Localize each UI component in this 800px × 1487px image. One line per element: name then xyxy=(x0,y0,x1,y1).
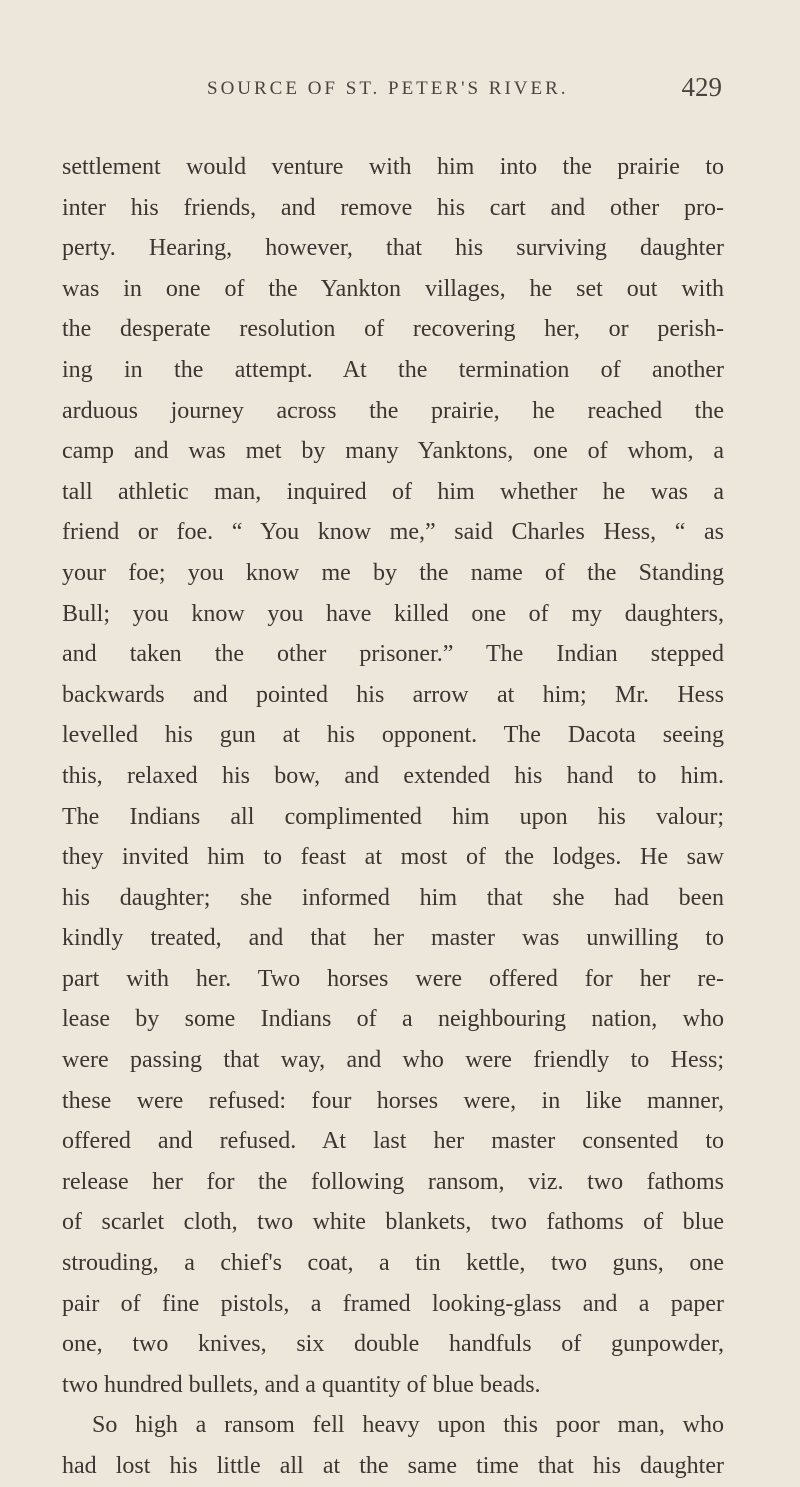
running-title: SOURCE OF ST. PETER'S RIVER. xyxy=(207,78,569,99)
text-line: camp and was met by many Yanktons, one of whom, a xyxy=(62,438,724,465)
text-line: release her for the following ransom, viz. two fathoms xyxy=(62,1168,724,1195)
text-line: these were refused: four horses were, in like manner, xyxy=(62,1087,724,1114)
text-line: your foe; you know me by the name of the Standing xyxy=(62,559,724,586)
text-line: lease by some Indians of a neighbouring nation, who xyxy=(62,1006,724,1033)
text-line: two hundred bullets, and a quantity of blue beads. xyxy=(62,1371,541,1398)
text-line: inter his friends, and remove his cart and other pro- xyxy=(62,194,724,221)
text-line: the desperate resolution of recovering her, or perish- xyxy=(62,316,724,343)
text-line: were passing that way, and who were friendly to Hess; xyxy=(62,1047,724,1074)
running-head xyxy=(62,72,722,112)
text-line: part with her. Two horses were offered for her re- xyxy=(62,965,724,992)
text-line: kindly treated, and that her master was unwilling to xyxy=(62,925,724,952)
text-line: The Indians all complimented him upon his valour; xyxy=(62,803,724,830)
text-line: Bull; you know you have killed one of my daughters, xyxy=(62,600,724,627)
text-line: had lost his little all at the same time that his daughter xyxy=(62,1453,724,1479)
text-line: pair of fine pistols, a framed looking-glass and a paper xyxy=(62,1290,724,1317)
text-line: was in one of the Yankton villages, he set out with xyxy=(62,275,724,302)
text-line: levelled his gun at his opponent. The Dacota seeing xyxy=(62,722,724,749)
text-line: backwards and pointed his arrow at him; Mr. Hess xyxy=(62,681,724,708)
text-line: and taken the other prisoner.” The Indian stepped xyxy=(62,641,724,668)
text-line: one, two knives, six double handfuls of gunpowder, xyxy=(62,1331,724,1358)
text-line: offered and refused. At last her master consented to xyxy=(62,1128,724,1155)
text-line: his daughter; she informed him that she had been xyxy=(62,884,724,911)
text-line: strouding, a chief's coat, a tin kettle, two guns, one xyxy=(62,1250,724,1277)
text-line: perty. Hearing, however, that his surviving daughter xyxy=(62,235,724,262)
text-line: arduous journey across the prairie, he reached the xyxy=(62,397,724,424)
text-line: ing in the attempt. At the termination of another xyxy=(62,356,724,383)
body-text xyxy=(62,147,724,1487)
text-line: of scarlet cloth, two white blankets, two fathoms of blue xyxy=(62,1209,724,1236)
page-number: 429 xyxy=(681,72,722,102)
text-line: settlement would venture with him into the prairie to xyxy=(62,154,724,180)
text-line: this, relaxed his bow, and extended his hand to him. xyxy=(62,762,724,789)
text-line: So high a ransom fell heavy upon this poor man, who xyxy=(92,1412,724,1439)
text-line: they invited him to feast at most of the lodges. He saw xyxy=(62,844,724,871)
text-line: tall athletic man, inquired of him whether he was a xyxy=(62,478,724,505)
text-line: friend or foe. “ You know me,” said Charles Hess, “ as xyxy=(62,519,724,546)
